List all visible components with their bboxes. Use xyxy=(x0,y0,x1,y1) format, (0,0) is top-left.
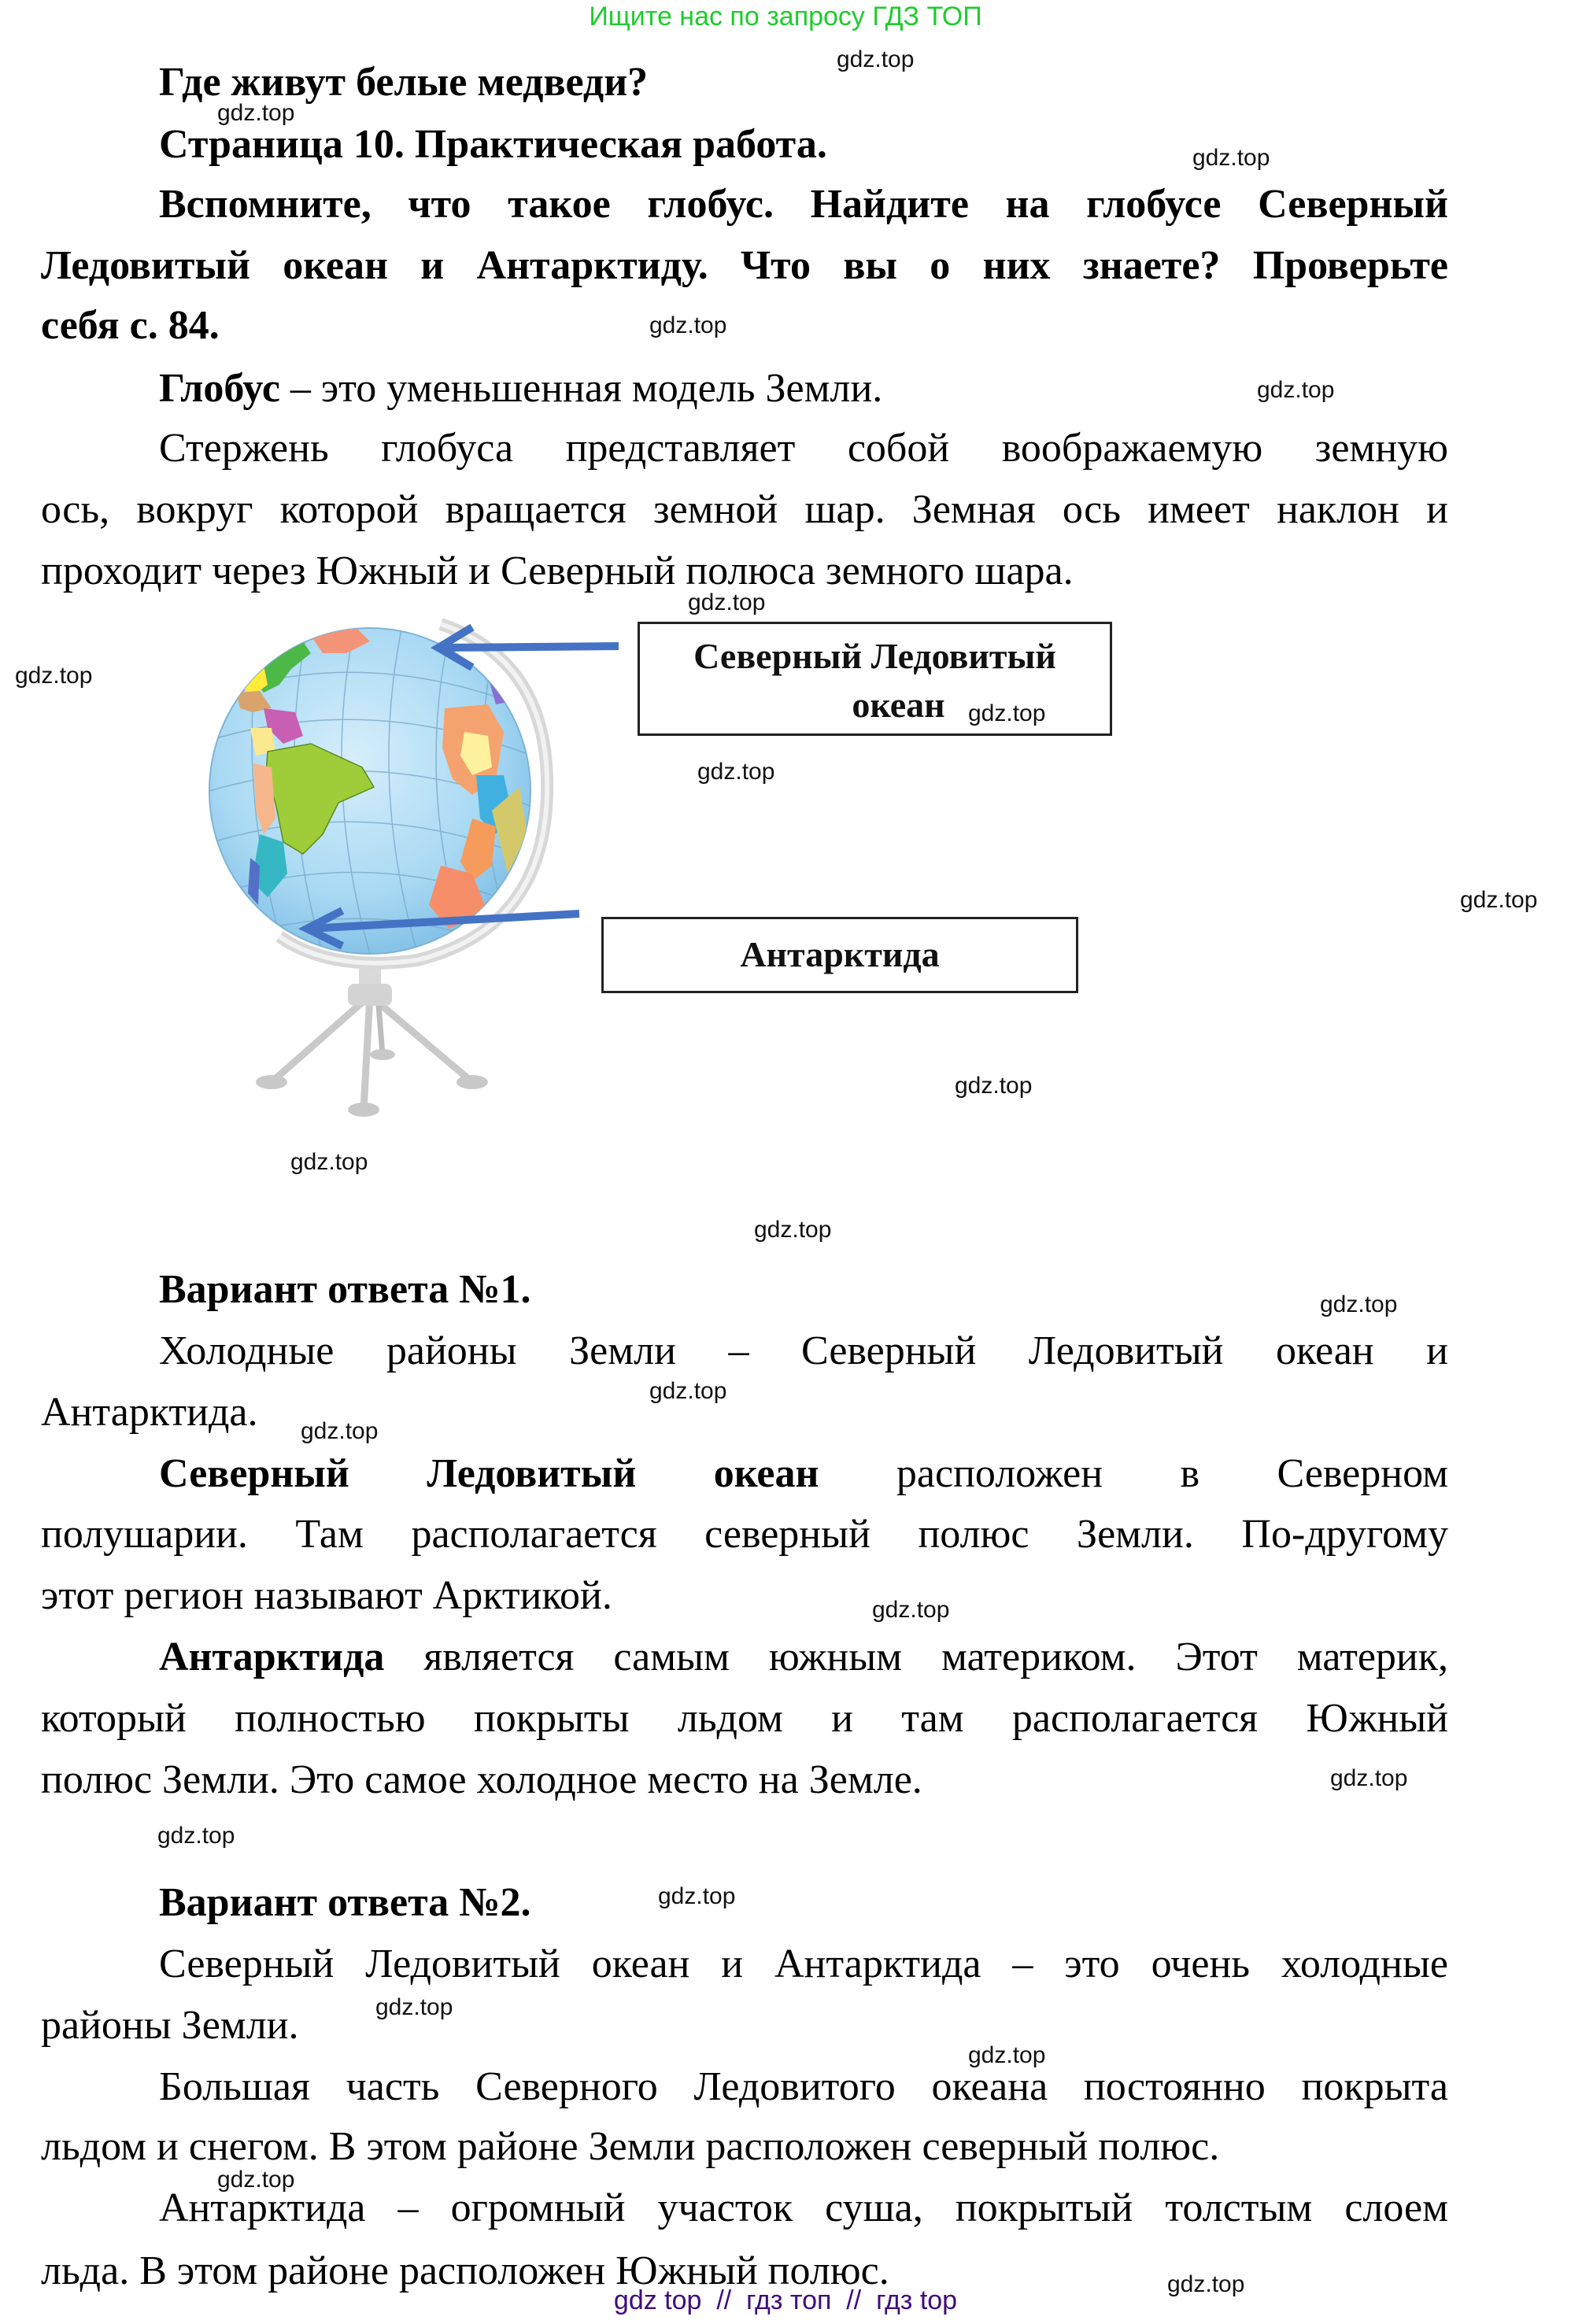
variant-1-line: полюс Земли. Это самое холодное место на Земле. xyxy=(41,1757,922,1802)
watermark: gdz.top xyxy=(290,1149,368,1175)
task-line-2: Ледовитый океан и Антарктиду. Что вы о них знаете? Проверьте xyxy=(41,243,1448,288)
search-banner[interactable]: Ищите нас по запросу ГДЗ ТОП xyxy=(589,2,982,31)
task-line-1: Вспомните, что такое глобус. Найдите на глобусе Северный xyxy=(159,182,1448,227)
variant-2-line: льда. В этом районе расположен Южный полюс. xyxy=(41,2248,889,2293)
watermark: gdz.top xyxy=(649,312,727,338)
watermark: gdz.top xyxy=(375,1994,453,2020)
watermark: gdz.top xyxy=(15,663,93,689)
watermark: gdz.top xyxy=(217,2167,295,2193)
watermark: gdz.top xyxy=(1330,1765,1408,1791)
variant-1-line: который полностью покрыты льдом и там располагается Южный xyxy=(41,1696,1448,1741)
watermark: gdz.top xyxy=(217,100,295,126)
axis-line-1: Стержень глобуса представляет собой воображаемую земную xyxy=(159,426,1448,471)
label-arctic-ocean: Северный Ледовитый океан xyxy=(638,622,1112,736)
variant-2-line: льдом и снегом. В этом районе Земли расположен северный полюс. xyxy=(41,2124,1220,2169)
watermark: gdz.top xyxy=(1320,1291,1398,1317)
axis-line-3: проходит через Южный и Северный полюса земного шара. xyxy=(41,549,1074,593)
variant-1-line: полушарии. Там располагается северный полюс Земли. По-другому xyxy=(41,1512,1448,1557)
watermark: gdz.top xyxy=(157,1823,235,1849)
arrow-south-icon xyxy=(307,911,579,946)
variant-2-line: Антарктида – огромный участок суша, покрытый толстым слоем xyxy=(159,2185,1448,2230)
watermark: gdz.top xyxy=(301,1418,379,1444)
variant-2-line: Большая часть Северного Ледовитого океана постоянно покрыта xyxy=(159,2064,1448,2109)
watermark: gdz.top xyxy=(649,1378,727,1404)
variant-2-line: Северный Ледовитый океан и Антарктида – это очень холодные xyxy=(159,1942,1448,1986)
variant-1-line: Холодные районы Земли – Северный Ледовитый океан и xyxy=(159,1328,1448,1373)
watermark: gdz.top xyxy=(1257,377,1335,403)
watermark: gdz.top xyxy=(872,1597,950,1623)
watermark: gdz.top xyxy=(955,1073,1033,1099)
globe-definition: Глобус – это уменьшенная модель Земли. xyxy=(159,366,883,411)
arrow-north-icon xyxy=(438,627,619,667)
watermark: gdz.top xyxy=(1167,2271,1245,2297)
watermark: gdz.top xyxy=(837,46,915,72)
page-subtitle: Страница 10. Практическая работа. xyxy=(159,122,827,167)
globe-icon xyxy=(209,626,532,954)
term-globe: Глобус xyxy=(159,366,280,411)
variant-1-line: Северный Ледовитый океан расположен в Северном xyxy=(159,1451,1448,1496)
watermark: gdz.top xyxy=(754,1217,832,1243)
variant-2-line: районы Земли. xyxy=(41,2003,299,2048)
variant-1-line: Антарктида. xyxy=(41,1390,258,1435)
watermark: gdz.top xyxy=(968,700,1046,726)
page-title: Где живут белые медведи? xyxy=(159,60,649,105)
footer-links[interactable]: gdz top // гдз топ // гдз top xyxy=(613,2285,958,2315)
globe-stand-icon xyxy=(256,624,547,1117)
watermark: gdz.top xyxy=(968,2042,1046,2068)
variant-1-heading: Вариант ответа №1. xyxy=(159,1267,531,1312)
variant-2-heading: Вариант ответа №2. xyxy=(159,1880,531,1925)
watermark: gdz.top xyxy=(1192,145,1270,171)
watermark: gdz.top xyxy=(1460,887,1538,913)
label-antarctica: Антарктида xyxy=(601,917,1078,993)
task-line-3: себя с. 84. xyxy=(41,303,220,348)
variant-1-line: этот регион называют Арктикой. xyxy=(41,1573,612,1618)
axis-line-2: ось, вокруг которой вращается земной шар. Земная ось имеет наклон и xyxy=(41,487,1448,532)
watermark: gdz.top xyxy=(697,759,775,785)
variant-1-line: Антарктида является самым южным материком. Этот материк, xyxy=(159,1635,1448,1679)
watermark: gdz.top xyxy=(688,589,766,615)
watermark: gdz.top xyxy=(658,1883,736,1909)
